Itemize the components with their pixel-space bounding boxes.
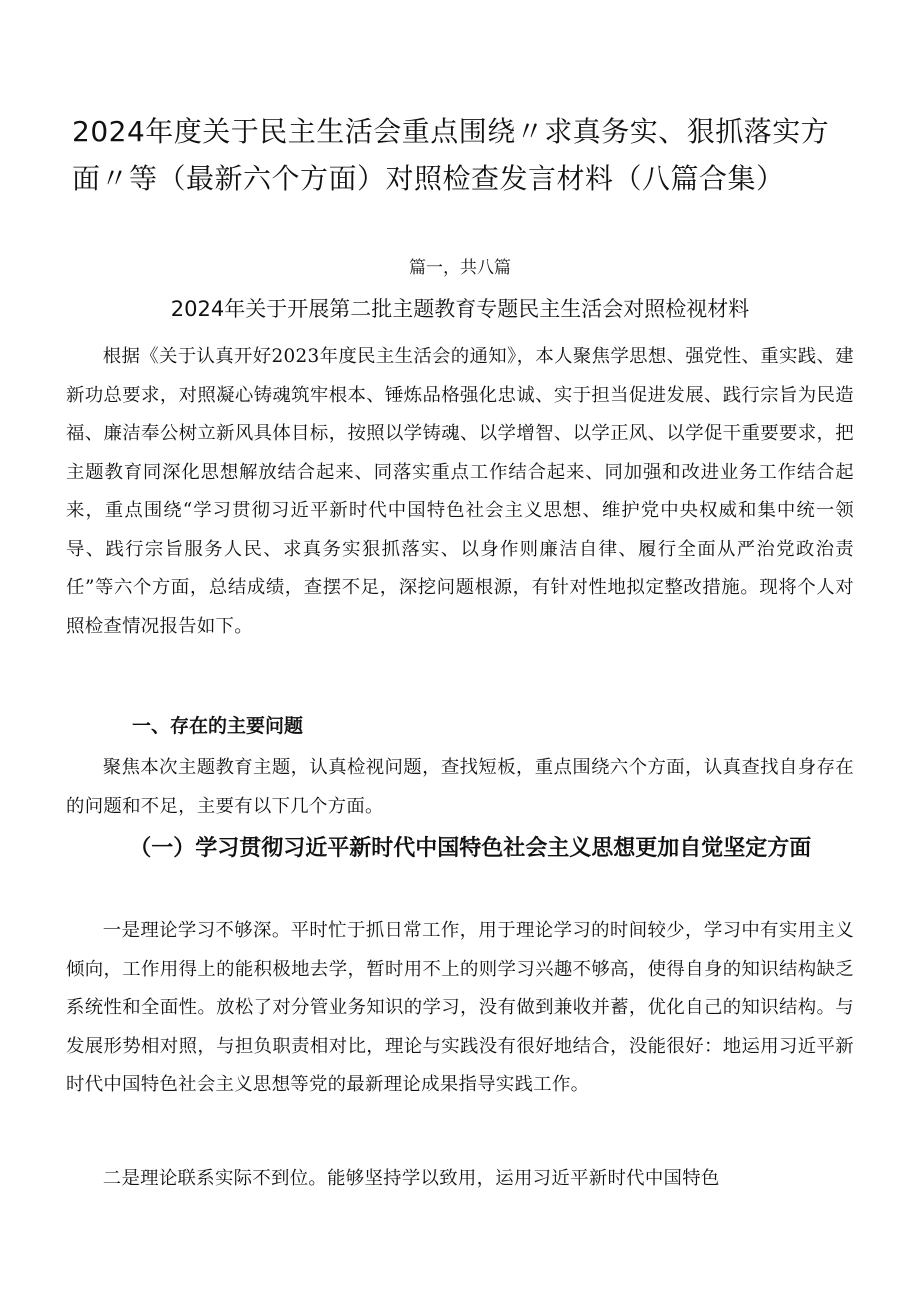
focus-paragraph: 聚焦本次主题教育主题，认真检视问题，查找短板，重点围绕六个方面，认真查找自身存在的问题和不足，主要有以下几个方面。 — [66, 757, 854, 817]
document-title: 2024年度关于民主生活会重点围绕〃求真务实、狠抓落实方面〃等（最新六个方面）对照检查发言材料（八篇合集） — [72, 115, 830, 195]
point-two-paragraph: 二是理论联系实际不到位。能够坚持学以致用，运用习近平新时代中国特色 — [102, 1168, 720, 1189]
point-one-paragraph: 一是理论学习不够深。平时忙于抓日常工作，用于理论学习的时间较少，学习中有实用主义倾向，工作用得上的能积极地去学，暂时用不上的则学习兴趣不够高，使得自身的知识结构缺乏系统性和全面性。放松了对分管业务知识的学习，没有做到兼收并蓄，优化自己的知识结构。与发展形势相对照，与担负职责相对比，理论与实践没有很好地结合，没能很好：地运用习近平新时代中国特色社会主义思想等党的最新理论成果指导实践工作。 — [66, 920, 854, 1095]
section-label: 篇一，共八篇 — [409, 258, 511, 278]
section-title: 2024年关于开展第二批主题教育专题民主生活会对照检视材料 — [170, 297, 750, 321]
intro-paragraph: 根据《关于认真开好2023年度民主生活会的通知》，本人聚焦学思想、强党性、重实践、建新功总要求，对照凝心铸魂筑牢根本、锤炼品格强化忠诚、实于担当促进发展、践行宗旨为民造福、廉洁奉公树立新风具体目标，按照以学铸魂、以学增智、以学正风、以学促干重要要求，把主题教育同深化思想解放结合起来、同落实重点工作结合起来、同加强和改进业务工作结合起来，重点围绕“学习贯彻习近平新时代中国特色社会主义思想、维护党中央权威和集中统一领导、践行宗旨服务人民、求真务实狠抓落实、以身作则廉洁自律、履行全面从严治党政治责任”等六个方面，总结成绩，查摆不足，深挖问题根源，有针对性地拟定整改措施。现将个人对照检查情况报告如下。 — [66, 346, 854, 637]
subheading-study: （一）学习贯彻习近平新时代中国特色社会主义思想更加自觉坚定方面 — [129, 836, 812, 861]
heading-main-problems: 一、存在的主要问题 — [132, 715, 304, 737]
